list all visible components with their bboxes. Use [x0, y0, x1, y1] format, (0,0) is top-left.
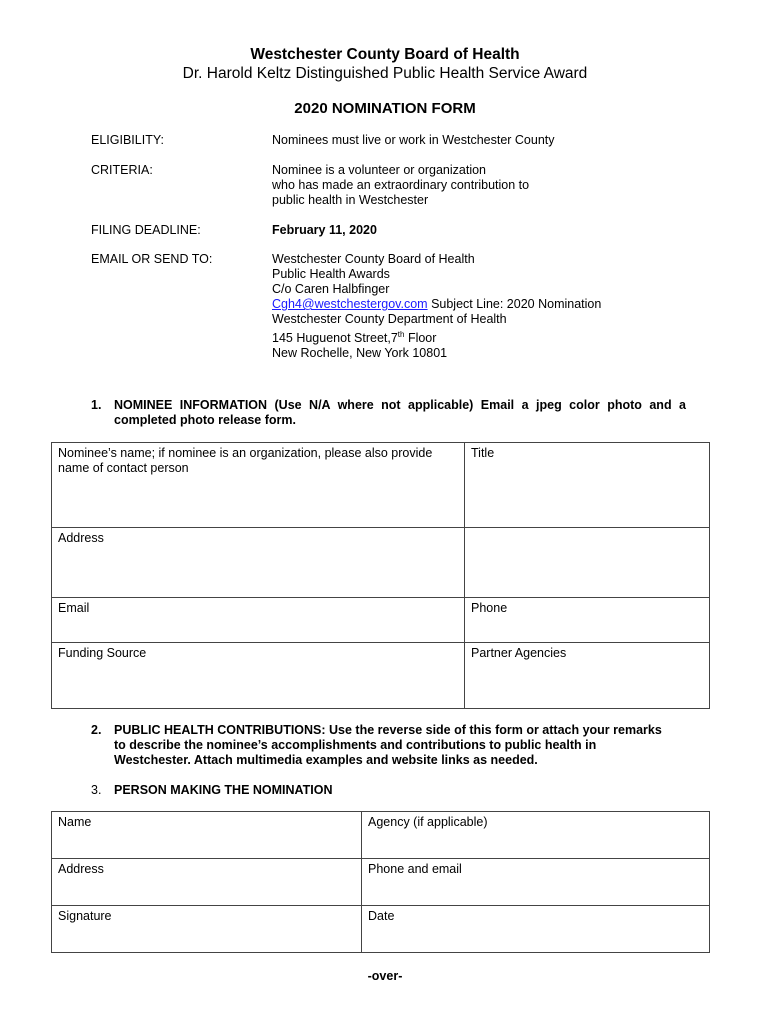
criteria-line: who has made an extraordinary contribution to: [272, 178, 530, 192]
address-extra-cell[interactable]: [465, 528, 710, 598]
street-floor: Floor: [404, 331, 437, 346]
nominator-phone-email-label: Phone and email: [368, 862, 462, 876]
nominator-agency-cell[interactable]: [362, 812, 710, 859]
street-line: [272, 327, 601, 346]
criteria-line: public health in Westchester: [272, 193, 429, 207]
criteria-line: Nominee is a volunteer or organization: [272, 163, 487, 177]
send-line: Westchester County Board of Health: [272, 252, 475, 266]
nominee-name-cell[interactable]: [52, 443, 465, 528]
section-2-line2: to describe the nominee’s accomplishments and contributions to public health in: [114, 738, 597, 752]
section-1-line1: NOMINEE INFORMATION (Use N/A where not applicable) Email a jpeg color photo and a: [114, 398, 686, 412]
section-number: 1.: [91, 398, 102, 412]
nominator-signature-cell[interactable]: [52, 906, 362, 953]
funding-source-label: Funding Source: [58, 646, 147, 660]
funding-source-cell[interactable]: [52, 643, 465, 709]
email-cell[interactable]: [52, 598, 465, 643]
street-text: 145 Huguenot Street,7: [272, 331, 398, 346]
form-title: 2020 NOMINATION FORM: [294, 100, 476, 117]
nominator-phone-email-cell[interactable]: [362, 859, 710, 906]
phone-cell[interactable]: [465, 598, 710, 643]
deadline-value: [272, 223, 377, 238]
nominator-name-cell[interactable]: [52, 812, 362, 859]
phone-label: Phone: [471, 601, 508, 615]
deadline-text: February 11, 2020: [272, 223, 377, 237]
eligibility-text: Nominees must live or work in Westchester County: [272, 133, 555, 147]
section-number: 2.: [91, 723, 102, 737]
award-title: Dr. Harold Keltz Distinguished Public Health Service Award: [182, 65, 588, 82]
title-cell[interactable]: [465, 443, 710, 528]
nominator-date-label: Date: [368, 909, 395, 923]
deadline-label: FILING DEADLINE:: [91, 223, 201, 237]
section-1-line2: completed photo release form.: [114, 413, 296, 427]
email-subject: Subject Line: 2020 Nomination: [427, 297, 602, 311]
nominator-address-label: Address: [58, 862, 104, 876]
email-label: Email: [58, 601, 90, 615]
partner-agencies-cell[interactable]: [465, 643, 710, 709]
address-label: Address: [58, 531, 104, 545]
street-ordinal: th: [397, 330, 405, 339]
nominee-name-label: Nominee’s name; if nominee is an organization, please also provide: [58, 446, 433, 460]
send-to-address: [272, 252, 601, 361]
section-2-line3: Westchester. Attach multimedia examples and website links as needed.: [114, 753, 538, 767]
eligibility-label: ELIGIBILITY:: [91, 133, 164, 147]
criteria-value: [272, 163, 529, 208]
nominator-address-cell[interactable]: [52, 859, 362, 906]
dept-line: Westchester County Department of Health: [272, 312, 507, 326]
section-3-text: PERSON MAKING THE NOMINATION: [114, 783, 333, 797]
send-line: C/o Caren Halbfinger: [272, 282, 390, 296]
nominator-table: [51, 811, 710, 953]
section-2-line1: PUBLIC HEALTH CONTRIBUTIONS: Use the reverse side of this form or attach your remarks: [114, 723, 662, 737]
address-cell[interactable]: [52, 528, 465, 598]
nominee-name-label-2: name of contact person: [58, 461, 189, 475]
nominator-date-cell[interactable]: [362, 906, 710, 953]
city-line: New Rochelle, New York 10801: [272, 346, 448, 361]
send-to-label: EMAIL OR SEND TO:: [91, 252, 213, 266]
partner-agencies-label: Partner Agencies: [471, 646, 567, 660]
email-line: [272, 297, 601, 312]
nominator-agency-label: Agency (if applicable): [368, 815, 488, 829]
section-number: 3.: [91, 783, 102, 797]
title-label: Title: [471, 446, 495, 460]
nominator-name-label: Name: [58, 815, 92, 829]
criteria-label: CRITERIA:: [91, 163, 153, 177]
over-footer: -over-: [367, 969, 403, 983]
nominator-signature-label: Signature: [58, 909, 112, 923]
nominee-info-table: [51, 442, 710, 709]
org-title: Westchester County Board of Health: [250, 46, 520, 63]
send-line: Public Health Awards: [272, 267, 390, 281]
email-link[interactable]: Cgh4@westchestergov.com: [272, 297, 428, 311]
eligibility-value: [272, 133, 555, 148]
